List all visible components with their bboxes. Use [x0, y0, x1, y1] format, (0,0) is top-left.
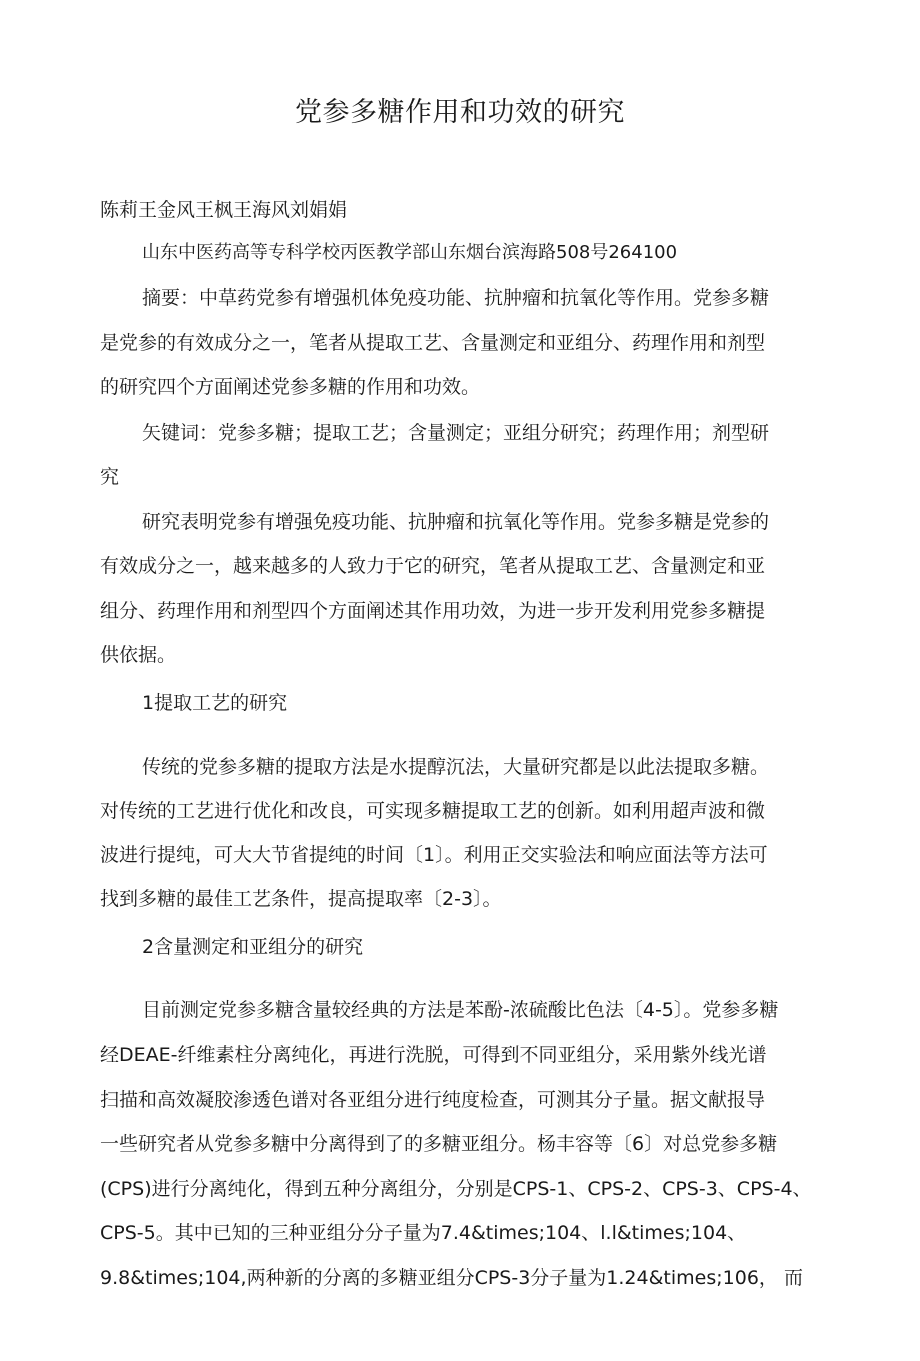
section2-line: (CPS)进行分离纯化，得到五种分离组分，分别是CPS-1、CPS-2、CPS-3、CPS-4、: [100, 1178, 812, 1200]
section2-line: 9.8&times;104,两种新的分离的多糖亚组分CPS-3分子量为1.24&times;106， 而: [100, 1267, 803, 1289]
abstract-line: 的研究四个方面阐述党参多糖的作用和功效。: [100, 376, 481, 398]
section-heading-1: 1提取工艺的研究: [142, 692, 288, 714]
section2-line: 一些研究者从党参多糖中分离得到了的多糖亚组分。杨丰容等〔6〕对总党参多糖: [100, 1133, 778, 1155]
section2-line: 目前测定党参多糖含量较经典的方法是苯酚-浓硫酸比色法〔4-5〕。党参多糖: [142, 999, 779, 1021]
intro-line: 供依据。: [100, 644, 177, 666]
affiliation: 山东中医药高等专科学校丙医教学部山东烟台滨海路508号264100: [142, 242, 678, 263]
section1-line: 传统的党参多糖的提取方法是水提醇沉法，大量研究都是以此法提取多糖。: [142, 756, 770, 778]
intro-line: 研究表明党参有增强免疫功能、抗肿瘤和抗氧化等作用。党参多糖是党参的: [142, 511, 770, 533]
authors: 陈莉王金风王枫王海风刘娟娟: [100, 199, 348, 221]
abstract-line: 摘要：中草药党参有增强机体免疫功能、抗肿瘤和抗氧化等作用。党参多糖: [142, 287, 770, 309]
keywords-line: 矢键词：党参多糖；提取工艺；含量测定；亚组分研究；药理作用；剂型研: [142, 422, 770, 444]
section1-line: 对传统的工艺进行优化和改良，可实现多糖提取工艺的创新。如利用超声波和微: [100, 800, 766, 822]
section1-line: 找到多糖的最佳工艺条件，提高提取率〔2-3〕。: [100, 888, 502, 910]
section2-line: CPS-5。其中已知的三种亚组分分子量为7.4&times;104、l.l&times;104、: [100, 1222, 747, 1244]
document-title: 党参多糖作用和功效的研究: [295, 97, 625, 128]
section-heading-2: 2含量测定和亚组分的研究: [142, 936, 364, 958]
section2-line: 经DEAE-纤维素柱分离纯化，再进行洗脱，可得到不同亚组分，采用紫外线光谱: [100, 1044, 767, 1066]
intro-line: 组分、药理作用和剂型四个方面阐述其作用功效，为进一步开发利用党参多糖提: [100, 600, 766, 622]
section2-line: 扫描和高效凝胶渗透色谱对各亚组分进行纯度检查，可测其分子量。据文献报导: [100, 1089, 766, 1111]
section1-line: 波进行提纯，可大大节省提纯的时间〔1〕。利用正交实验法和响应面法等方法可: [100, 844, 768, 866]
intro-line: 有效成分之一，越来越多的人致力于它的研究，笔者从提取工艺、含量测定和亚: [100, 555, 766, 577]
abstract-line: 是党参的有效成分之一，笔者从提取工艺、含量测定和亚组分、药理作用和剂型: [100, 332, 766, 354]
keywords-line: 究: [100, 466, 120, 488]
